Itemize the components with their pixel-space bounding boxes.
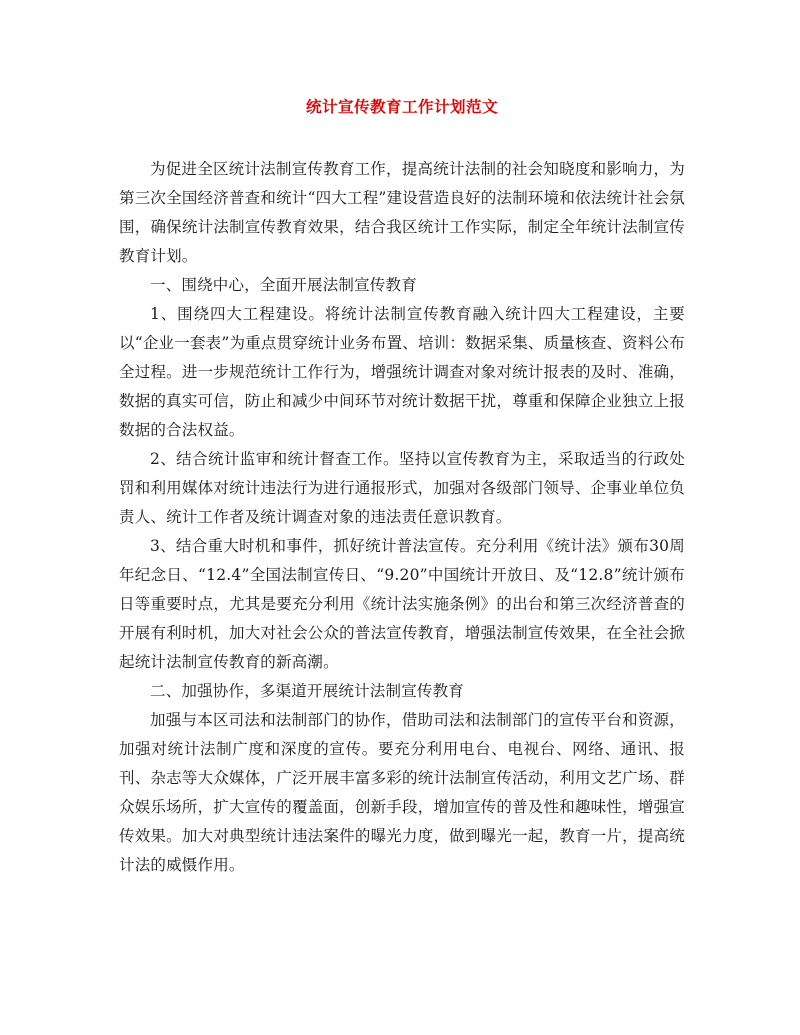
body-paragraph-3: 3、结合重大时机和事件，抓好统计普法宣传。充分利用《统计法》颁布30周年纪念日、“12.4”全国法制宣传日、“9.20”中国统计开放日、及“12.8”统计颁布日等重要时点，尤其是要充分利用《统计法实施条例》的出台和第三次经济普查的开展有利时机，加大对社会公众的普法宣传教育，增强法制宣传效果，在全社会掀起统计法制宣传教育的新高潮。 — [119, 537, 685, 671]
section-heading-2: 二、加强协作，多渠道开展统计法制宣传教育 — [150, 682, 465, 700]
intro-paragraph: 为促进全区统计法制宣传教育工作，提高统计法制的社会知晓度和影响力，为第三次全国经济普查和统计“四大工程”建设营造良好的法制环境和依法统计社会氛围，确保统计法制宣传教育效果，结合我区统计工作实际，制定全年统计法制宣传教育计划。 — [119, 160, 685, 265]
body-paragraph-2: 2、结合统计监审和统计督查工作。坚持以宣传教育为主，采取适当的行政处罚和利用媒体对统计违法行为进行通报形式，加强对各级部门领导、企事业单位负责人、统计工作者及统计调查对象的违法责任意识教育。 — [119, 450, 685, 526]
body-paragraph-4: 加强与本区司法和法制部门的协作，借助司法和法制部门的宣传平台和资源，加强对统计法制广度和深度的宣传。要充分利用电台、电视台、网络、通讯、报刊、杂志等大众媒体，广泛开展丰富多彩的统计法制宣传活动，利用文艺广场、群众娱乐场所，扩大宣传的覆盖面，创新手段，增加宣传的普及性和趣味性，增强宣传效果。加大对典型统计违法案件的曝光力度，做到曝光一起，教育一片，提高统计法的威慑作用。 — [119, 711, 685, 874]
body-paragraph-1: 1、围绕四大工程建设。将统计法制宣传教育融入统计四大工程建设，主要以“企业一套表”为重点贯穿统计业务布置、培训：数据采集、质量核查、资料公布全过程。进一步规范统计工作行为，增强统计调查对象对统计报表的及时、准确，数据的真实可信，防止和减少中间环节对统计数据干扰，尊重和保障企业独立上报数据的合法权益。 — [119, 305, 685, 439]
document-title: 统计宣传教育工作计划范文 — [305, 97, 498, 116]
section-heading-1: 一、围绕中心，全面开展法制宣传教育 — [150, 276, 417, 294]
document-page — [119, 96, 685, 880]
